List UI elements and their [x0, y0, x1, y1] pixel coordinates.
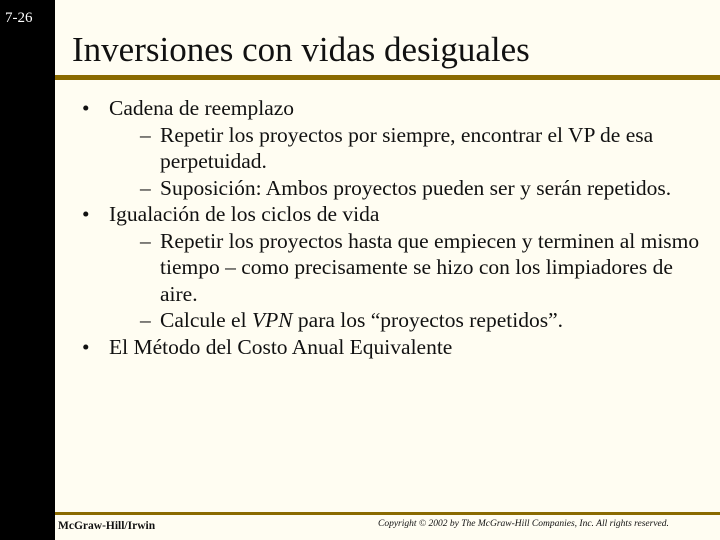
copyright-notice: Copyright © 2002 by The McGraw-Hill Companies, Inc. All rights reserved. [378, 519, 669, 529]
bullet-item [82, 201, 702, 228]
sub-bullet-text: Repetir los proyectos hasta que empiecen y terminen al mismo tiempo – como precisamente se hizo con los limpiadores de aire. [160, 228, 700, 306]
dash-marker: – [140, 175, 151, 200]
slide-content [82, 95, 702, 360]
vpn-term: VPN [251, 308, 293, 332]
bullet-text: Cadena de reemplazo [109, 96, 295, 120]
sub-bullet-text [160, 307, 702, 334]
slide-title: Inversiones con vidas desiguales [72, 30, 530, 69]
text-after: para los “proyectos repetidos”. [292, 308, 563, 332]
sub-bullet-item [140, 307, 702, 334]
title-divider [55, 75, 720, 80]
sub-bullet-text: Suposición: Ambos proyectos pueden ser y serán repetidos. [160, 175, 672, 200]
dash-marker: – [140, 308, 151, 332]
bullet-item [82, 95, 702, 122]
publisher-label: McGraw-Hill/Irwin [58, 520, 156, 532]
footer-divider [55, 512, 720, 515]
bullet-marker: • [82, 334, 90, 359]
slide-number: 7-26 [5, 10, 33, 26]
bullet-item [82, 334, 702, 361]
bullet-text: El Método del Costo Anual Equivalente [109, 334, 453, 359]
dash-marker: – [140, 228, 151, 253]
left-sidebar [0, 0, 55, 540]
sub-bullet-item [140, 175, 702, 202]
sub-bullet-item [140, 122, 702, 175]
sub-bullet-text: Repetir los proyectos por siempre, encontrar el VP de esa perpetuidad. [160, 122, 654, 173]
bullet-text: Igualación de los ciclos de vida [109, 202, 380, 226]
dash-marker: – [140, 122, 151, 147]
bullet-marker: • [82, 96, 90, 120]
bullet-marker: • [82, 202, 90, 226]
sub-bullet-item [140, 228, 702, 308]
text-before: Calcule el [160, 308, 252, 332]
